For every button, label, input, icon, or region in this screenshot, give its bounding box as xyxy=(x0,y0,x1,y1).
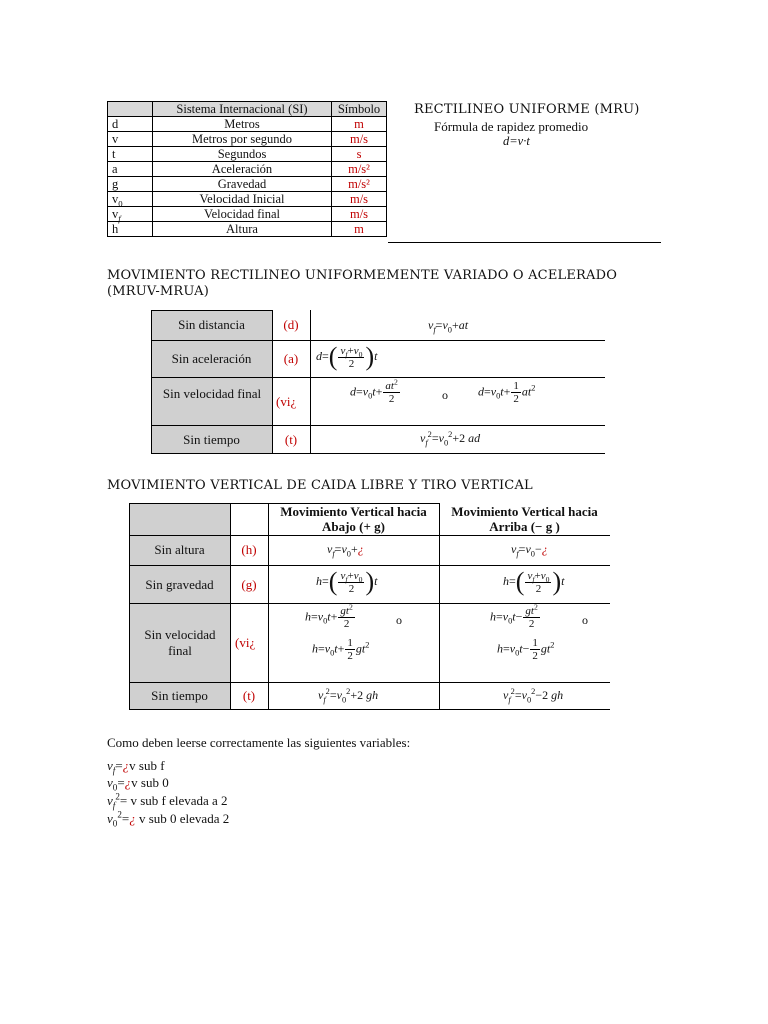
formula-up-vf: $v_f=v_0-¿$ xyxy=(511,542,548,559)
table-rule xyxy=(129,682,610,683)
note-line: $v_0^2=¿$ v sub 0 elevada 2 xyxy=(107,809,230,829)
formula-up-h-avg: h=( $\frac{v_f+v_0}{2}$ )t xyxy=(503,567,565,596)
unit-cell: m xyxy=(332,222,387,237)
name-cell: Velocidad final xyxy=(153,207,332,222)
col-header-down-line1: Movimiento Vertical hacia xyxy=(280,504,427,519)
formula-down-vf: $v_f=v_0+¿$ xyxy=(327,542,364,559)
table-rule xyxy=(129,565,610,566)
table-row xyxy=(108,177,387,192)
col-header-down xyxy=(268,504,439,534)
row-label-sin-gravedad: Sin gravedad xyxy=(145,577,214,592)
table-rule xyxy=(268,503,269,710)
row-label-sin-altura: Sin altura xyxy=(154,542,205,557)
name-cell: Velocidad Inicial xyxy=(153,192,332,207)
col-header-up-line1: Movimiento Vertical hacia xyxy=(451,504,598,519)
col-header-up-line2: Arriba (− g ) xyxy=(489,519,560,534)
row-tag-vf: (vi¿ xyxy=(276,394,297,409)
table-rule xyxy=(151,310,272,311)
unit-cell: m/s xyxy=(332,132,387,147)
name-cell: Segundos xyxy=(153,147,332,162)
symbol-cell: h xyxy=(108,222,153,237)
formula-down-h-avg: h=( $\frac{v_f+v_0}{2}$ )t xyxy=(316,567,378,596)
row-tag-vf: (vi¿ xyxy=(235,635,256,650)
row-tag-a: (a) xyxy=(283,351,299,366)
formula-vf2: $v_f^2=v_0^2+2$ ad xyxy=(420,430,481,448)
formula-up-h-gt2: $h=v_0t-$ $\frac{gt^2}{2}$ xyxy=(490,602,538,630)
table-rule xyxy=(439,503,440,710)
row-label-sin-tiempo: Sin tiempo xyxy=(183,432,240,447)
formula-vf-v0-at: $v_f=v_0+at$ xyxy=(428,318,469,335)
formula-up-or: o xyxy=(582,613,588,627)
unit-cell: m/s² xyxy=(332,162,387,177)
symbol-cell: t xyxy=(108,147,153,162)
table-row xyxy=(108,192,387,207)
row-label-sin-velocidad-final: Sin velocidad final xyxy=(162,386,262,401)
table-rule xyxy=(129,503,130,710)
symbol-cell: g xyxy=(108,177,153,192)
formula-down-or: o xyxy=(396,613,402,627)
formula-or: o xyxy=(442,388,448,402)
table-header-row xyxy=(108,102,387,117)
table-rule xyxy=(310,310,311,454)
formula-d-v0t-half-a-t2: $d=v_0t+$ $\frac{1}{2}$ $at^2$ xyxy=(478,380,536,405)
formula-down-vf2: $v_f^2=v_0^2+2$ gh xyxy=(318,687,379,705)
section-divider xyxy=(388,242,661,243)
table-row xyxy=(108,117,387,132)
symbol-cell: a xyxy=(108,162,153,177)
table-rule xyxy=(151,340,605,341)
mrua-heading-line2: (MRUV-MRUA) xyxy=(107,284,210,299)
mrua-heading: MOVIMIENTO RECTILINEO UNIFORMEMENTE VARIADO O ACELERADO xyxy=(107,268,618,283)
name-cell: Aceleración xyxy=(153,162,332,177)
row-label-sin-distancia: Sin distancia xyxy=(178,317,245,332)
unit-cell: s xyxy=(332,147,387,162)
note-line: $v_0=¿v$ sub 0 xyxy=(107,775,169,793)
symbol-cell: $v_0$ xyxy=(108,192,153,207)
table-row xyxy=(108,207,387,222)
row-tag-t: (t) xyxy=(242,688,256,703)
unit-cell: m xyxy=(332,117,387,132)
symbol-cell: d xyxy=(108,117,153,132)
name-cell: Altura xyxy=(153,222,332,237)
row-label-sin-tiempo: Sin tiempo xyxy=(151,688,208,703)
name-cell: Metros xyxy=(153,117,332,132)
col-header-down-line2: Abajo (+ g) xyxy=(321,519,385,534)
mru-formula: d=v·t xyxy=(503,134,530,148)
unit-cell: m/s xyxy=(332,192,387,207)
col-header-up xyxy=(439,504,610,534)
table-rule xyxy=(151,377,605,378)
formula-down-h-half-gt2: $h=v_0t+$ $\frac{1}{2}$ $gt^2$ xyxy=(312,637,370,662)
formula-down-h-gt2: $h=v_0t+$ $\frac{gt^2}{2}$ xyxy=(305,602,353,630)
symbol-cell: $v_f$ xyxy=(108,207,153,222)
row-tag-h: (h) xyxy=(241,542,257,557)
table-rule xyxy=(129,709,610,710)
row-tag-d: (d) xyxy=(283,317,299,332)
row-label-sin-velocidad-final: Sin velocidad final xyxy=(144,627,216,658)
name-cell: Metros por segundo xyxy=(153,132,332,147)
table-row xyxy=(108,162,387,177)
mru-subtitle: Fórmula de rapidez promedio xyxy=(434,119,589,134)
table-row xyxy=(108,132,387,147)
mru-title: RECTILINEO UNIFORME (MRU) xyxy=(414,102,640,117)
header-cell-blank xyxy=(108,102,153,117)
vertical-label-column xyxy=(129,503,230,709)
unit-cell: m/s xyxy=(332,207,387,222)
formula-up-h-half-gt2: $h=v_0t-$ $\frac{1}{2}$ $gt^2$ xyxy=(497,637,555,662)
table-rule xyxy=(230,503,231,710)
note-line: $v_f^2= v$ sub f elevada a 2 xyxy=(107,791,228,811)
row-tag-g: (g) xyxy=(241,577,257,592)
note-line: $v_f=¿v$ sub f xyxy=(107,758,165,776)
row-label-sin-aceleracion: Sin aceleración xyxy=(171,351,252,366)
header-cell-symbol: Símbolo xyxy=(332,102,387,117)
row-tag-t: (t) xyxy=(284,432,298,447)
name-cell: Gravedad xyxy=(153,177,332,192)
formula-d-avg-velocity: d=( $\frac{v_f+v_0}{2}$ )t xyxy=(316,342,378,371)
formula-up-vf2: $v_f^2=v_0^2-2$ gh xyxy=(503,687,564,705)
symbol-cell: v xyxy=(108,132,153,147)
table-rule xyxy=(151,425,605,426)
unit-cell: m/s² xyxy=(332,177,387,192)
si-units-table xyxy=(107,101,387,237)
table-rule xyxy=(151,453,605,454)
table-rule xyxy=(129,535,610,536)
formula-d-v0t-half-at2: $d=v_0t+$ $\frac{at^2}{2}$ xyxy=(350,377,398,405)
notes-intro: Como deben leerse correctamente las siguientes variables: xyxy=(107,735,411,750)
table-row xyxy=(108,147,387,162)
vertical-heading: MOVIMIENTO VERTICAL DE CAIDA LIBRE Y TIRO VERTICAL xyxy=(107,478,533,493)
table-row xyxy=(108,222,387,237)
header-cell-system: Sistema Internacional (SI) xyxy=(153,102,332,117)
